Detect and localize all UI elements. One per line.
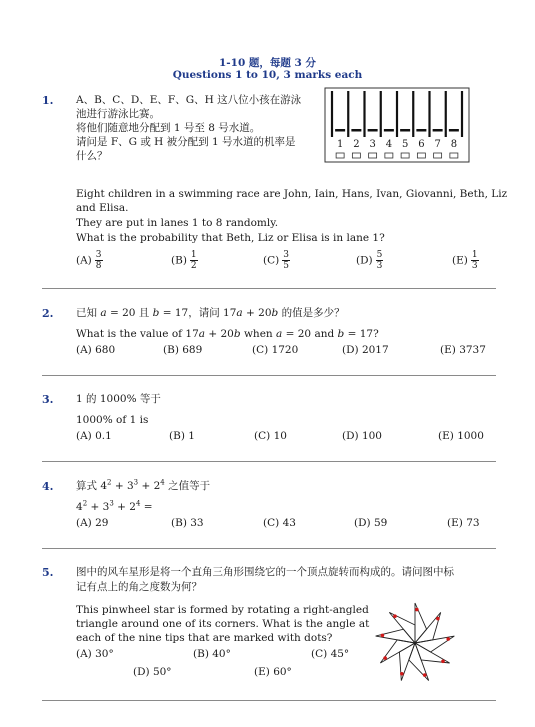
divider-4 xyxy=(42,548,496,549)
starting-block xyxy=(433,129,443,132)
lane-number-label: 7 xyxy=(434,139,441,150)
starting-block xyxy=(449,129,459,132)
q1-zh-line3: 将他们随意地分配到 1 号至 8 号水道。 xyxy=(76,122,261,134)
q1-en-line4: What is the probability that Beth, Liz or Elisa is in lane 1? xyxy=(76,232,385,244)
q1-zh-line2: 池进行游泳比赛。 xyxy=(76,108,160,120)
q1-option-e[interactable]: (E) $\frac{1}{3}$ xyxy=(452,250,478,271)
section-header-en: Questions 1 to 10, 3 marks each xyxy=(172,69,363,81)
tip-dot xyxy=(383,656,387,660)
question-number-2: 2. xyxy=(42,307,54,320)
starting-block xyxy=(416,129,426,132)
swimming-lanes-figure xyxy=(324,87,470,163)
lane-number-label: 4 xyxy=(385,139,393,150)
q5-en-line2: triangle around one of its corners. What is the angle at xyxy=(76,618,370,630)
divider-3 xyxy=(42,461,496,462)
pool-edge-tile xyxy=(336,153,344,158)
tip-dot xyxy=(446,637,450,641)
pool-edge-tile xyxy=(450,153,458,158)
q4-option-e[interactable]: (E) 73 xyxy=(447,517,480,529)
tip-dot xyxy=(381,634,385,638)
tip-dot xyxy=(436,617,440,621)
q5-option-c[interactable]: (C) 45° xyxy=(311,648,350,660)
q3-en: 1000% of 1 is xyxy=(76,414,149,426)
pinwheel-star-figure xyxy=(372,600,458,686)
divider-5 xyxy=(42,700,496,701)
q2-en: What is the value of 17a + 20b when a = 20 and b = 17? xyxy=(76,328,379,340)
q4-option-a[interactable]: (A) 29 xyxy=(76,517,109,529)
divider-1 xyxy=(42,288,496,289)
pool-edge-tile xyxy=(417,153,425,158)
q5-zh-line1: 图中的风车星形是将一个直角三角形围绕它的一个顶点旋转而构成的。请问图中标 xyxy=(76,566,454,578)
starting-block xyxy=(384,129,394,132)
pool-edge-tile xyxy=(369,153,377,158)
q2-option-d[interactable]: (D) 2017 xyxy=(342,344,389,356)
lane-number-label: 8 xyxy=(450,139,458,150)
q3-option-c[interactable]: (C) 10 xyxy=(254,430,287,442)
pinwheel-triangle xyxy=(415,612,441,643)
lane-number-label: 1 xyxy=(336,139,344,150)
question-number-4: 4. xyxy=(42,480,54,493)
q5-option-e[interactable]: (E) 60° xyxy=(254,666,292,678)
tip-dot xyxy=(423,673,427,677)
pool-edge-tile xyxy=(434,153,442,158)
q5-zh-line2: 记有点上的角之度数为何？ xyxy=(76,581,202,593)
q3-option-b[interactable]: (B) 1 xyxy=(169,430,195,442)
q1-en-line1: Eight children in a swimming race are John, Iain, Hans, Ivan, Giovanni, Beth, Liz xyxy=(76,188,508,200)
q4-option-b[interactable]: (B) 33 xyxy=(171,517,204,529)
section-header-zh: 1-10 题，每题 3 分 xyxy=(218,57,317,69)
q5-en-line1: This pinwheel star is formed by rotating a right-angled xyxy=(76,604,369,616)
q5-option-b[interactable]: (B) 40° xyxy=(193,648,231,660)
q4-option-c[interactable]: (C) 43 xyxy=(263,517,296,529)
q4-zh: 算式 $4^2 + 3^3 + 2^4$ 之值等于 xyxy=(76,478,211,492)
q1-en-line3: They are put in lanes 1 to 8 randomly. xyxy=(76,217,279,229)
starting-block xyxy=(400,129,410,132)
starting-block xyxy=(335,129,345,132)
lane-number-label: 2 xyxy=(353,139,360,150)
pool-edge-tile xyxy=(352,153,360,158)
starting-block xyxy=(351,129,361,132)
question-number-5: 5. xyxy=(42,566,54,579)
q1-en-line2: and Elisa. xyxy=(76,202,129,214)
q1-option-c[interactable]: (C) $\frac{3}{5}$ xyxy=(263,250,289,271)
question-number-1: 1. xyxy=(42,94,54,107)
q5-en-line3: each of the nine tips that are marked with dots? xyxy=(76,632,333,644)
tip-dot xyxy=(400,672,404,676)
q3-option-e[interactable]: (E) 1000 xyxy=(438,430,484,442)
q2-option-b[interactable]: (B) 689 xyxy=(163,344,203,356)
q1-zh-line4: 请问是 F、G 或 H 被分配到 1 号水道的机率是 xyxy=(76,136,296,148)
q2-option-c[interactable]: (C) 1720 xyxy=(252,344,299,356)
q3-option-d[interactable]: (D) 100 xyxy=(342,430,382,442)
q4-en: $4^2 + 3^3 + 2^4$ = xyxy=(76,499,153,513)
q5-option-d[interactable]: (D) 50° xyxy=(133,666,172,678)
q4-option-d[interactable]: (D) 59 xyxy=(354,517,388,529)
starting-block xyxy=(368,129,378,132)
tip-dot xyxy=(441,660,445,664)
q1-zh-line5: 什么？ xyxy=(76,150,108,162)
lane-number-label: 6 xyxy=(418,139,425,150)
pinwheel-triangle xyxy=(389,612,415,643)
q3-option-a[interactable]: (A) 0.1 xyxy=(76,430,112,442)
tip-dot xyxy=(415,608,419,612)
divider-2 xyxy=(42,375,496,376)
q2-zh: 已知 a = 20 且 b = 17，请问 17a + 20b 的值是多少？ xyxy=(76,307,345,319)
q1-option-b[interactable]: (B) $\frac{1}{2}$ xyxy=(171,250,197,271)
lane-number-label: 5 xyxy=(401,139,409,150)
lane-number-label: 3 xyxy=(369,139,376,150)
q3-zh: 1 的 1000% 等于 xyxy=(76,393,161,405)
q2-option-e[interactable]: (E) 3737 xyxy=(440,344,486,356)
q1-option-d[interactable]: (D) $\frac{5}{3}$ xyxy=(356,250,383,271)
q2-option-a[interactable]: (A) 680 xyxy=(76,344,116,356)
tip-dot xyxy=(393,614,397,618)
pinwheel-triangle xyxy=(415,643,450,663)
pool-edge-tile xyxy=(401,153,409,158)
pool-edge-tile xyxy=(385,153,393,158)
q1-option-a[interactable]: (A) $\frac{3}{8}$ xyxy=(76,250,102,271)
q1-zh-line1: A、B、C、D、E、F、G、H 这八位小孩在游泳 xyxy=(76,94,302,106)
question-number-3: 3. xyxy=(42,393,54,406)
q5-option-a[interactable]: (A) 30° xyxy=(76,648,114,660)
